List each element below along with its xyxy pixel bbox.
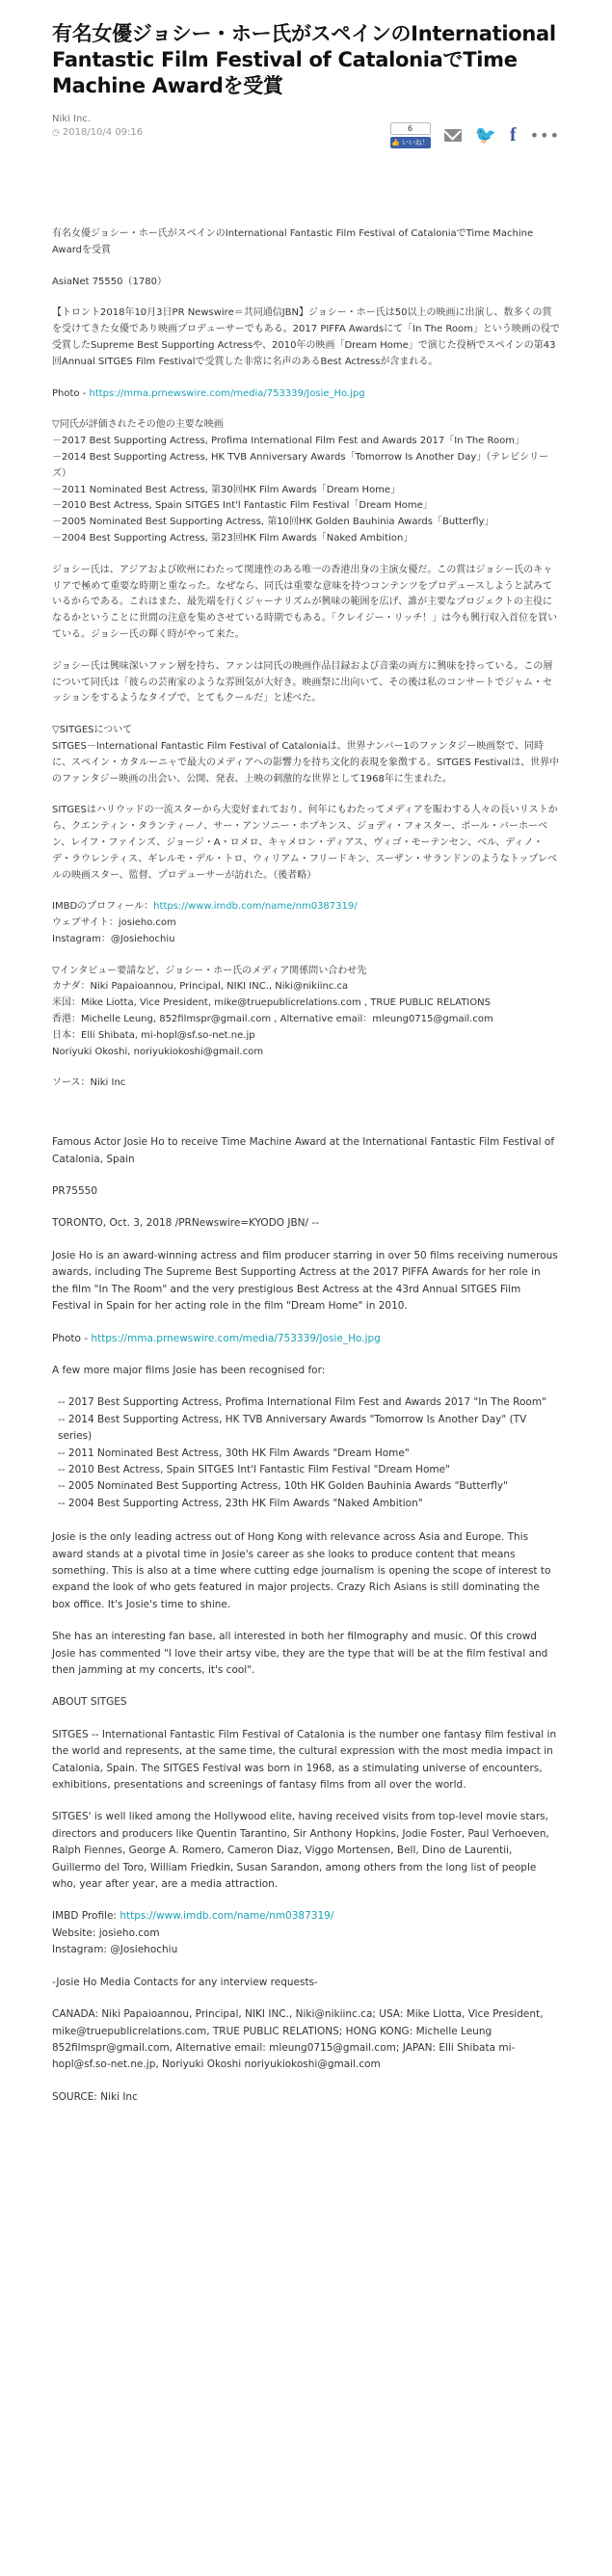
- en-para-asia: Josie is the only leading actress out of Hong Kong with relevance across Asia and Europe. This award stands at a pivotal time in Josie's career as she looks to produce content that means something. This is also at a time where cutting edge journalism is opening the scope of interest to expand the look of who gets featured in major projects. Crazy Rich Asians is still dominating the box office. It's Josie's time to shine.: [52, 1531, 551, 1610]
- jp-imdb-label: IMBDのプロフィール：: [52, 901, 154, 913]
- jp-sitges-heading: ▽SITGESについて: [52, 725, 133, 736]
- jp-website: ウェブサイト：josieho.com: [52, 917, 176, 929]
- jp-contacts: [52, 964, 560, 1061]
- article-body: [52, 226, 560, 2106]
- article-meta: [52, 113, 560, 171]
- en-source: SOURCE: Niki Inc: [52, 2090, 138, 2103]
- jp-photo-label: Photo -: [52, 387, 90, 399]
- jp-contact-item: 米国：Mike Liotta, Vice President, mike@truepublicrelations.com , TRUE PUBLIC RELATIONS: [52, 997, 491, 1009]
- en-films-heading: A few more major films Josie has been recognised for:: [52, 1364, 326, 1376]
- jp-intro: 【トロント2018年10月3日PR Newswire＝共同通信JBN】ジョシー・ホー氏は50以上の映画に出演し、数多くの賞を受けてきた女優であり映画プロデューサーでもある。2017 PIFFA Awardsにて「In The Room」という映画の役で受賞したSupreme Best Supporting Actressや、2010年の映画「Dream Home」で演じた役柄でスペインの第43回Annual SITGES Film Festivalで受賞した非常に名声のあるBest Actressが含まれる。: [52, 307, 560, 367]
- jp-awards-heading: ▽同氏が評価されたその他の主要な映画: [52, 419, 224, 431]
- jp-lead: 有名女優ジョシー・ホー氏がスペインのInternational Fantastic Film Festival of CataloniaでTime Machine Awardを受賞: [52, 228, 534, 255]
- en-instagram: Instagram: @Josiehochiu: [52, 1944, 178, 1956]
- like-count: 6: [390, 122, 431, 135]
- jp-award-item: －2014 Best Supporting Actress, HK TVB Anniversary Awards「Tomorrow Is Another Day」（テレビシリーズ）: [52, 451, 549, 479]
- en-photo-line: [52, 1331, 560, 1347]
- facebook-icon[interactable]: f: [510, 124, 517, 146]
- more-options-icon[interactable]: •••: [529, 126, 560, 145]
- en-film-item: -- 2010 Best Actress, Spain SITGES Int'l Fantastic Film Festival "Dream Home": [58, 1463, 450, 1475]
- like-button-label: いいね！: [402, 139, 430, 146]
- email-icon[interactable]: [444, 129, 462, 142]
- page-title: 有名女優ジョシー・ホー氏がスペインのInternational Fantastic Film Festival of CataloniaでTime Machine Awardを受賞: [52, 22, 556, 97]
- en-imdb-link[interactable]: https://www.imdb.com/name/nm0387319/: [120, 1910, 334, 1923]
- jp-contacts-heading: ▽インタビュー要請など、ジョシー・ホー氏のメディア関係問い合わせ先: [52, 965, 367, 976]
- en-pr-number: PR75550: [52, 1185, 98, 1198]
- twitter-icon[interactable]: 🐦: [474, 125, 497, 146]
- jp-photo-line: [52, 386, 560, 403]
- jp-contact-item: カナダ：Niki Papaioannou, Principal, NIKI INC., Niki@nikiinc.ca: [52, 981, 349, 993]
- en-contacts: CANADA: Niki Papaioannou, Principal, NIKI INC., Niki@nikiinc.ca; USA: Mike Liotta, Vice President, mike@truepublicrelations.com, TRUE PUBLIC RELATIONS; HONG KONG: Michelle Leung 852filmspr@gmail.com, Alternative email: mleung0715@gmail.com; JAPAN: Elli Shibata mi-hopl@sf.so-net.ne.jp, Noriyuki Okoshi noriyukiokoshi@gmail.com: [52, 2008, 544, 2071]
- en-photo-label: Photo -: [52, 1332, 92, 1344]
- like-button[interactable]: [390, 137, 431, 148]
- jp-contact-item: Noriyuki Okoshi, noriyukiokoshi@gmail.com: [52, 1046, 264, 1057]
- jp-profile: [52, 899, 560, 947]
- jp-sitges-hollywood: SITGESはハリウッドの一流スターから大変好まれており、何年にもわたってメディアを賑わする人々の長いリストから、クエンティン・タランティーノ、サー・アンソニー・ホプキンス、ジョディ・フォスター、ポール・バーホーベン、レイフ・ファインズ、ジョージ・A・ロメロ、キャメロン・ディアス、ヴィゴ・モーテンセン、ベル、ディノ・デ・ラウレンティス、ギレルモ・デル・トロ、ウィリアム・フリードキン、スーザン・サランドンのようなトップレベルの映画スター、監督、プロデューサーが訪れた。（後者略）: [52, 805, 558, 881]
- jp-award-item: －2004 Best Supporting Actress, 第23回HK Film Awards「Naked Ambition」: [52, 532, 413, 544]
- jp-awards: [52, 417, 560, 546]
- en-intro: Josie Ho is an award-winning actress and film producer starring in over 50 films receiving numerous awards, including The Supreme Best Supporting Actress at the 2017 PIFFA Awards for her role in the film "In The Room" and the very prestigious Best Actress at the 43rd Annual SITGES Film Festival in Spain for her acting role in the film "Dream Home" in 2010.: [52, 1249, 558, 1313]
- jp-asianet: AsiaNet 75550（1780）: [52, 276, 167, 287]
- jp-award-item: －2017 Best Supporting Actress, Profima International Film Fest and Awards 2017「In The Room」: [52, 436, 524, 447]
- jp-para-asia: ジョシー氏は、アジアおよび欧州にわたって関連性のある唯一の香港出身の主演女優だ。この賞はジョシー氏のキャリアで極めて重要な時期と重なった。なぜなら、同氏は重要な意味を持つコンテンツをプロデュースしようと試みているからである。これはまた、最先端を行くジャーナリズムが興味の範囲を広げ、誰が主要なプロジェクトの主役になるかということに世間の注意を集めさせている時期でもある。「クレイジー・リッチ！」は今も興行収入首位を買いている。ジョシー氏の輝く時がやって来た。: [52, 564, 558, 640]
- en-film-item: -- 2014 Best Supporting Actress, HK TVB Anniversary Awards "Tomorrow Is Another Day" (TV series): [58, 1413, 527, 1443]
- publisher-name[interactable]: Niki Inc.: [52, 114, 91, 124]
- facebook-like-widget[interactable]: [390, 122, 431, 148]
- en-contacts-heading: -Josie Ho Media Contacts for any interview requests-: [52, 1976, 318, 1988]
- en-films-list: [52, 1394, 560, 1512]
- en-film-item: -- 2005 Nominated Best Supporting Actress, 10th HK Golden Bauhinia Awards "Butterfly": [58, 1480, 508, 1493]
- jp-source: ソース：Niki Inc: [52, 1077, 126, 1089]
- jp-contact-item: 日本：Elli Shibata, mi-hopl@sf.so-net.ne.jp: [52, 1029, 255, 1041]
- en-imdb-label: IMBD Profile:: [52, 1910, 120, 1923]
- jp-award-item: －2010 Best Actress, Spain SITGES Int'l Fantastic Film Festival「Dream Home」: [52, 500, 433, 512]
- thumbs-up-icon: 👍: [391, 139, 400, 146]
- jp-contact-item: 香港：Michelle Leung, 852filmspr@gmail.com , Alternative email：mleung0715@gmail.com: [52, 1014, 493, 1025]
- jp-instagram: Instagram：@Josiehochiu: [52, 933, 175, 944]
- jp-sitges: [52, 723, 560, 787]
- jp-award-item: －2011 Nominated Best Actress, 第30回HK Film Awards「Dream Home」: [52, 484, 401, 495]
- jp-award-item: －2005 Nominated Best Supporting Actress, 第10回HK Golden Bauhinia Awards「Butterfly」: [52, 517, 494, 528]
- en-dateline: TORONTO, Oct. 3, 2018 /PRNewswire=KYODO JBN/ --: [52, 1217, 319, 1230]
- publish-date-text: 2018/10/4 09:16: [62, 127, 144, 138]
- en-headline: Famous Actor Josie Ho to receive Time Machine Award at the International Fantastic Film Festival of Catalonia, Spain: [52, 1136, 555, 1165]
- en-sitges-heading: ABOUT SITGES: [52, 1696, 127, 1709]
- jp-imdb-link[interactable]: https://www.imdb.com/name/nm0387319/: [153, 901, 358, 913]
- en-profile: [52, 1908, 560, 1958]
- en-film-item: -- 2011 Nominated Best Actress, 30th HK Film Awards "Dream Home": [58, 1447, 410, 1459]
- english-section: [52, 1134, 560, 2106]
- clock-icon: ◷: [52, 128, 60, 138]
- jp-photo-link[interactable]: https://mma.prnewswire.com/media/753339/Josie_Ho.jpg: [89, 387, 365, 399]
- en-photo-link[interactable]: https://mma.prnewswire.com/media/753339/Josie_Ho.jpg: [91, 1332, 381, 1344]
- en-website: Website: josieho.com: [52, 1926, 160, 1939]
- en-film-item: -- 2017 Best Supporting Actress, Profima International Film Fest and Awards 2017 "In The Room": [58, 1396, 546, 1409]
- share-bar: [390, 122, 560, 148]
- jp-sitges-body: SITGES－International Fantastic Film Festival of Cataloniaは、世界ナンバー1のファンタジー映画祭で、同時に、スペイン・カタルーニャで最大のメディアへの影響力を持ち文化的表現を象徴する。SITGES Festivalは、世界中のファンタジー映画の出会い、公開、発表、上映の刺激的な世界として1968年に生まれた。: [52, 740, 560, 784]
- en-para-fans: She has an interesting fan base, all interested in both her filmography and music. Of this crowd Josie has commented "I love their artsy vibe, they are the type that will be at the film festival and then jamming at my concerts, it's cool".: [52, 1631, 548, 1677]
- en-sitges-hollywood: SITGES' is well liked among the Hollywood elite, having received visits from top-level movie stars, directors and producers like Quentin Tarantino, Sir Anthony Hopkins, Jodie Foster, Paul Verhoeven, Ralph Fiennes, George A. Romero, Cameron Diaz, Viggo Mortensen, Bell, Dino de Laurentii, Guillermo del Toro, William Friedkin, Susan Sarandon, among others from the long list of people who, year after year, are a media attraction.: [52, 1811, 549, 1891]
- jp-para-fans: ジョシー氏は興味深いファン層を持ち、ファンは同氏の映画作品目録および音楽の両方に興味を持っている。この層について同氏は「彼らの芸術家のような雰囲気が大好き。映画祭に出向いて、その後は私のコンサートでジャム・セッションをするようなタイプで、とてもクールだ」と述べた。: [52, 660, 553, 704]
- en-film-item: -- 2004 Best Supporting Actress, 23th HK Film Awards "Naked Ambition": [58, 1497, 423, 1509]
- en-sitges-body: SITGES -- International Fantastic Film Festival of Catalonia is the number one fantasy film festival in the world and represents, at the same time, the cultural expression with the most media impact in Catalonia, Spain. The SITGES Festival was born in 1968, as a stimulating universe of encounters, exhibitions, presentations and screenings of fantasy films from all over the world.: [52, 1728, 557, 1792]
